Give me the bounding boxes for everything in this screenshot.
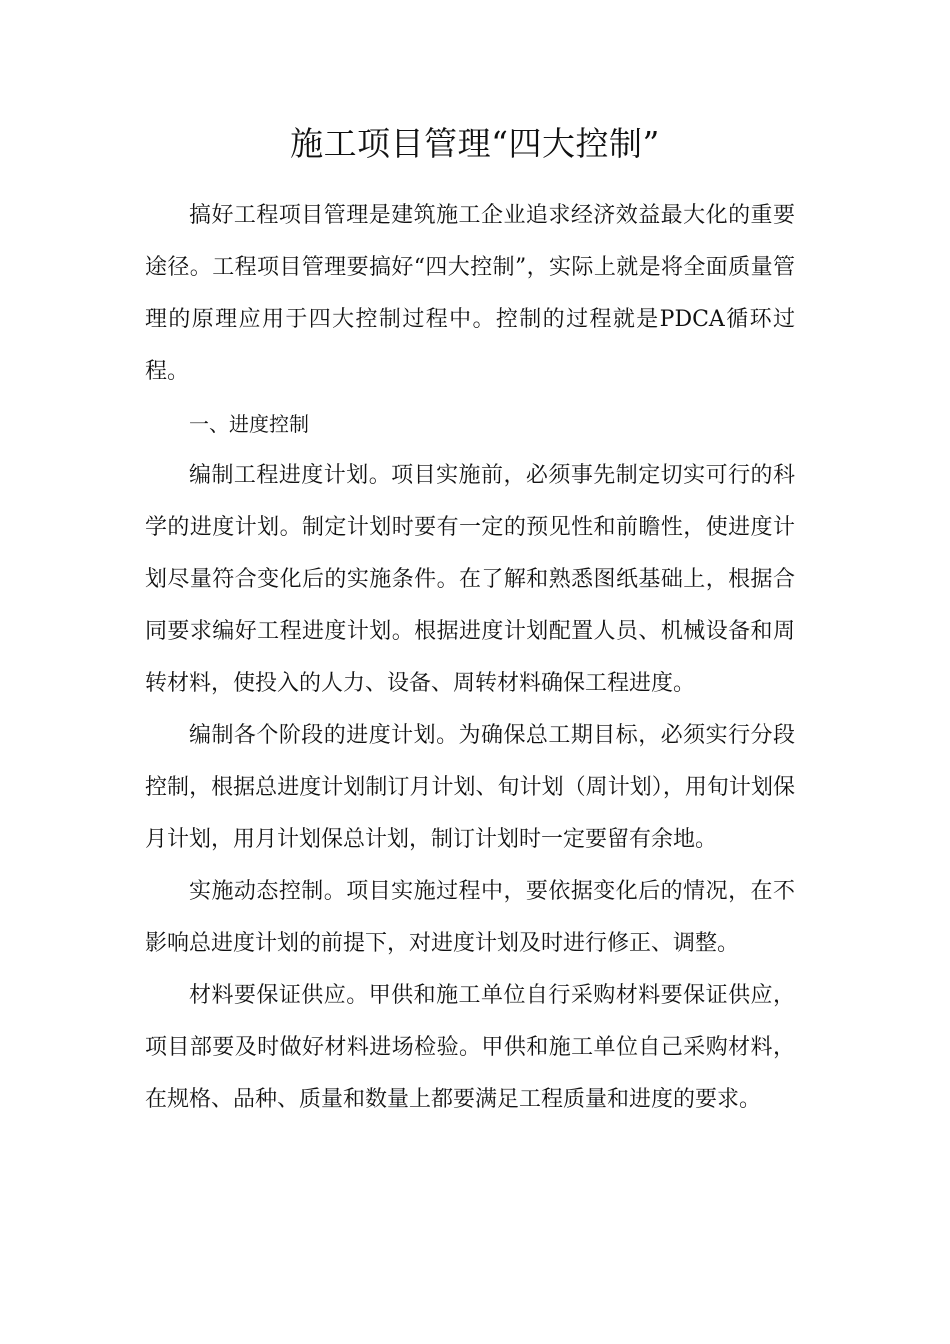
paragraph-stage-plan: 编制各个阶段的进度计划。为确保总工期目标，必须实行分段控制，根据总进度计划制订月计划、旬计划（周计划），用旬计划保月计划，用月计划保总计划，制订计划时一定要留有余地。	[145, 723, 795, 852]
intro-paragraph: 搞好工程项目管理是建筑施工企业追求经济效益最大化的重要途径。工程项目管理要搞好“四大控制”，实际上就是将全面质量管理的原理应用于四大控制过程中。控制的过程就是PDCA循环过程。	[145, 203, 795, 384]
paragraph-material-supply: 材料要保证供应。甲供和施工单位自行采购材料要保证供应，项目部要及时做好材料进场检验。甲供和施工单位自己采购材料，在规格、品种、质量和数量上都要满足工程质量和进度的要求。	[145, 983, 795, 1112]
document-body	[145, 190, 795, 1126]
paragraph-progress-plan: 编制工程进度计划。项目实施前，必须事先制定切实可行的科学的进度计划。制定计划时要有一定的预见性和前瞻性，使进度计划尽量符合变化后的实施条件。在了解和熟悉图纸基础上，根据合同要求编好工程进度计划。根据进度计划配置人员、机械设备和周转材料，使投入的人力、设备、周转材料确保工程进度。	[145, 463, 795, 696]
paragraph-dynamic-control: 实施动态控制。项目实施过程中，要依据变化后的情况，在不影响总进度计划的前提下，对进度计划及时进行修正、调整。	[145, 879, 795, 956]
document-title: 施工项目管理“四大控制”	[290, 124, 660, 163]
section-heading-progress-control: 一、进度控制	[189, 412, 309, 436]
